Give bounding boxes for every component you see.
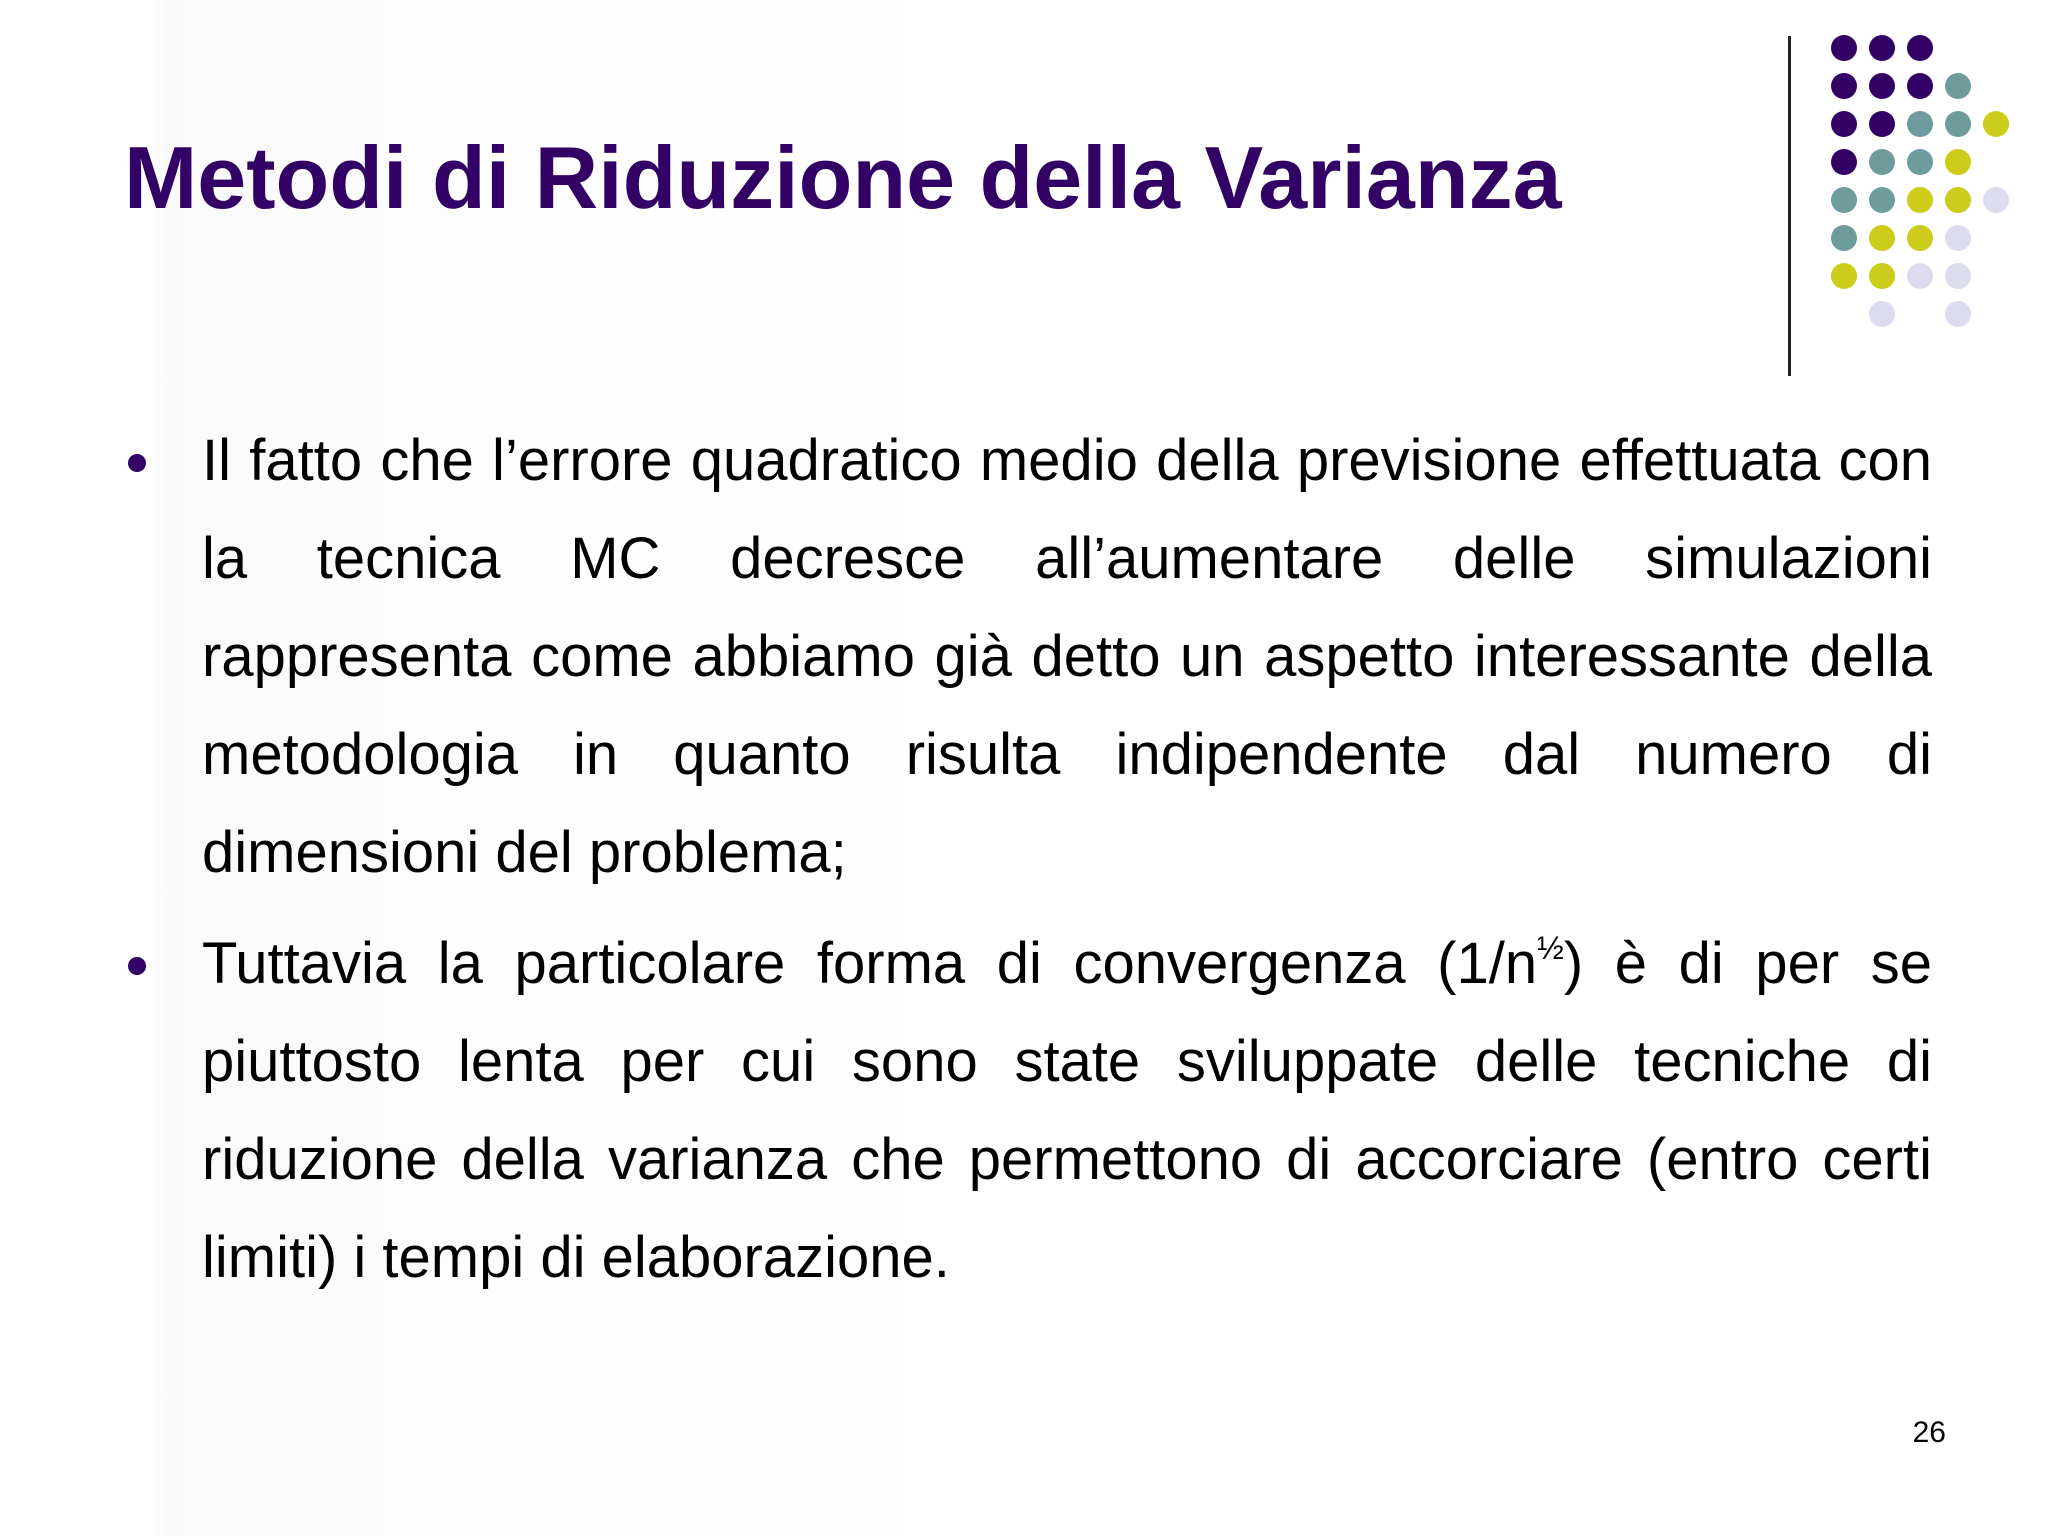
bullet-item xyxy=(124,915,1932,1307)
bullet-text-end: ) è di per se piuttosto lenta per cui sono state sviluppate delle tecniche di riduzione della varianza che permettono di accorciare (entro certi limiti) i tempi di elaborazione. xyxy=(202,931,1932,1290)
decorative-dot xyxy=(1945,149,1971,175)
bullet-marker xyxy=(128,454,146,472)
decorative-dot xyxy=(1983,111,2009,137)
decorative-dot xyxy=(1869,187,1895,213)
bullet-text-start: Tuttavia la particolare forma di convergenza (1/n xyxy=(202,931,1538,996)
bullet-item xyxy=(124,412,1932,902)
decorative-dot xyxy=(1907,73,1933,99)
bullet-text: Il fatto che l’errore quadratico medio della previsione effettuata con la tecnica MC decresce all’aumentare delle simulazioni rappresenta come abbiamo già detto un aspetto interessante della metodologia in quanto risulta indipendente dal numero di dimensioni del problema; xyxy=(202,428,1932,885)
decorative-dot xyxy=(1869,111,1895,137)
decorative-dot xyxy=(1831,187,1857,213)
decorative-dot xyxy=(1831,263,1857,289)
decorative-dot xyxy=(1869,149,1895,175)
decorative-dot xyxy=(1907,111,1933,137)
bullet-marker xyxy=(128,957,146,975)
decorative-dot-grid xyxy=(1826,32,2026,332)
decorative-dot xyxy=(1907,35,1933,61)
decorative-dot xyxy=(1907,149,1933,175)
decorative-dot xyxy=(1831,73,1857,99)
decorative-dot xyxy=(1869,301,1895,327)
decorative-dot xyxy=(1907,263,1933,289)
decorative-dot xyxy=(1945,73,1971,99)
decorative-dot xyxy=(1907,187,1933,213)
decorative-dot xyxy=(1831,111,1857,137)
decorative-dot xyxy=(1983,187,2009,213)
decorative-dot xyxy=(1831,149,1857,175)
page-number: 26 xyxy=(1912,1416,1946,1449)
decorative-dot xyxy=(1945,301,1971,327)
decorative-dot xyxy=(1945,225,1971,251)
decorative-dot xyxy=(1831,35,1857,61)
slide-title: Metodi di Riduzione della Varianza xyxy=(124,128,1562,227)
decorative-dot xyxy=(1945,187,1971,213)
decorative-dot xyxy=(1831,225,1857,251)
decorative-dot xyxy=(1869,263,1895,289)
decorative-dot xyxy=(1869,35,1895,61)
decorative-dot xyxy=(1869,225,1895,251)
decorative-dot xyxy=(1869,73,1895,99)
vertical-divider xyxy=(1788,36,1791,376)
decorative-dot xyxy=(1907,225,1933,251)
decorative-dot xyxy=(1945,111,1971,137)
decorative-dot xyxy=(1945,263,1971,289)
bullet-list xyxy=(124,412,1932,1307)
superscript-half: ½ xyxy=(1537,930,1564,966)
